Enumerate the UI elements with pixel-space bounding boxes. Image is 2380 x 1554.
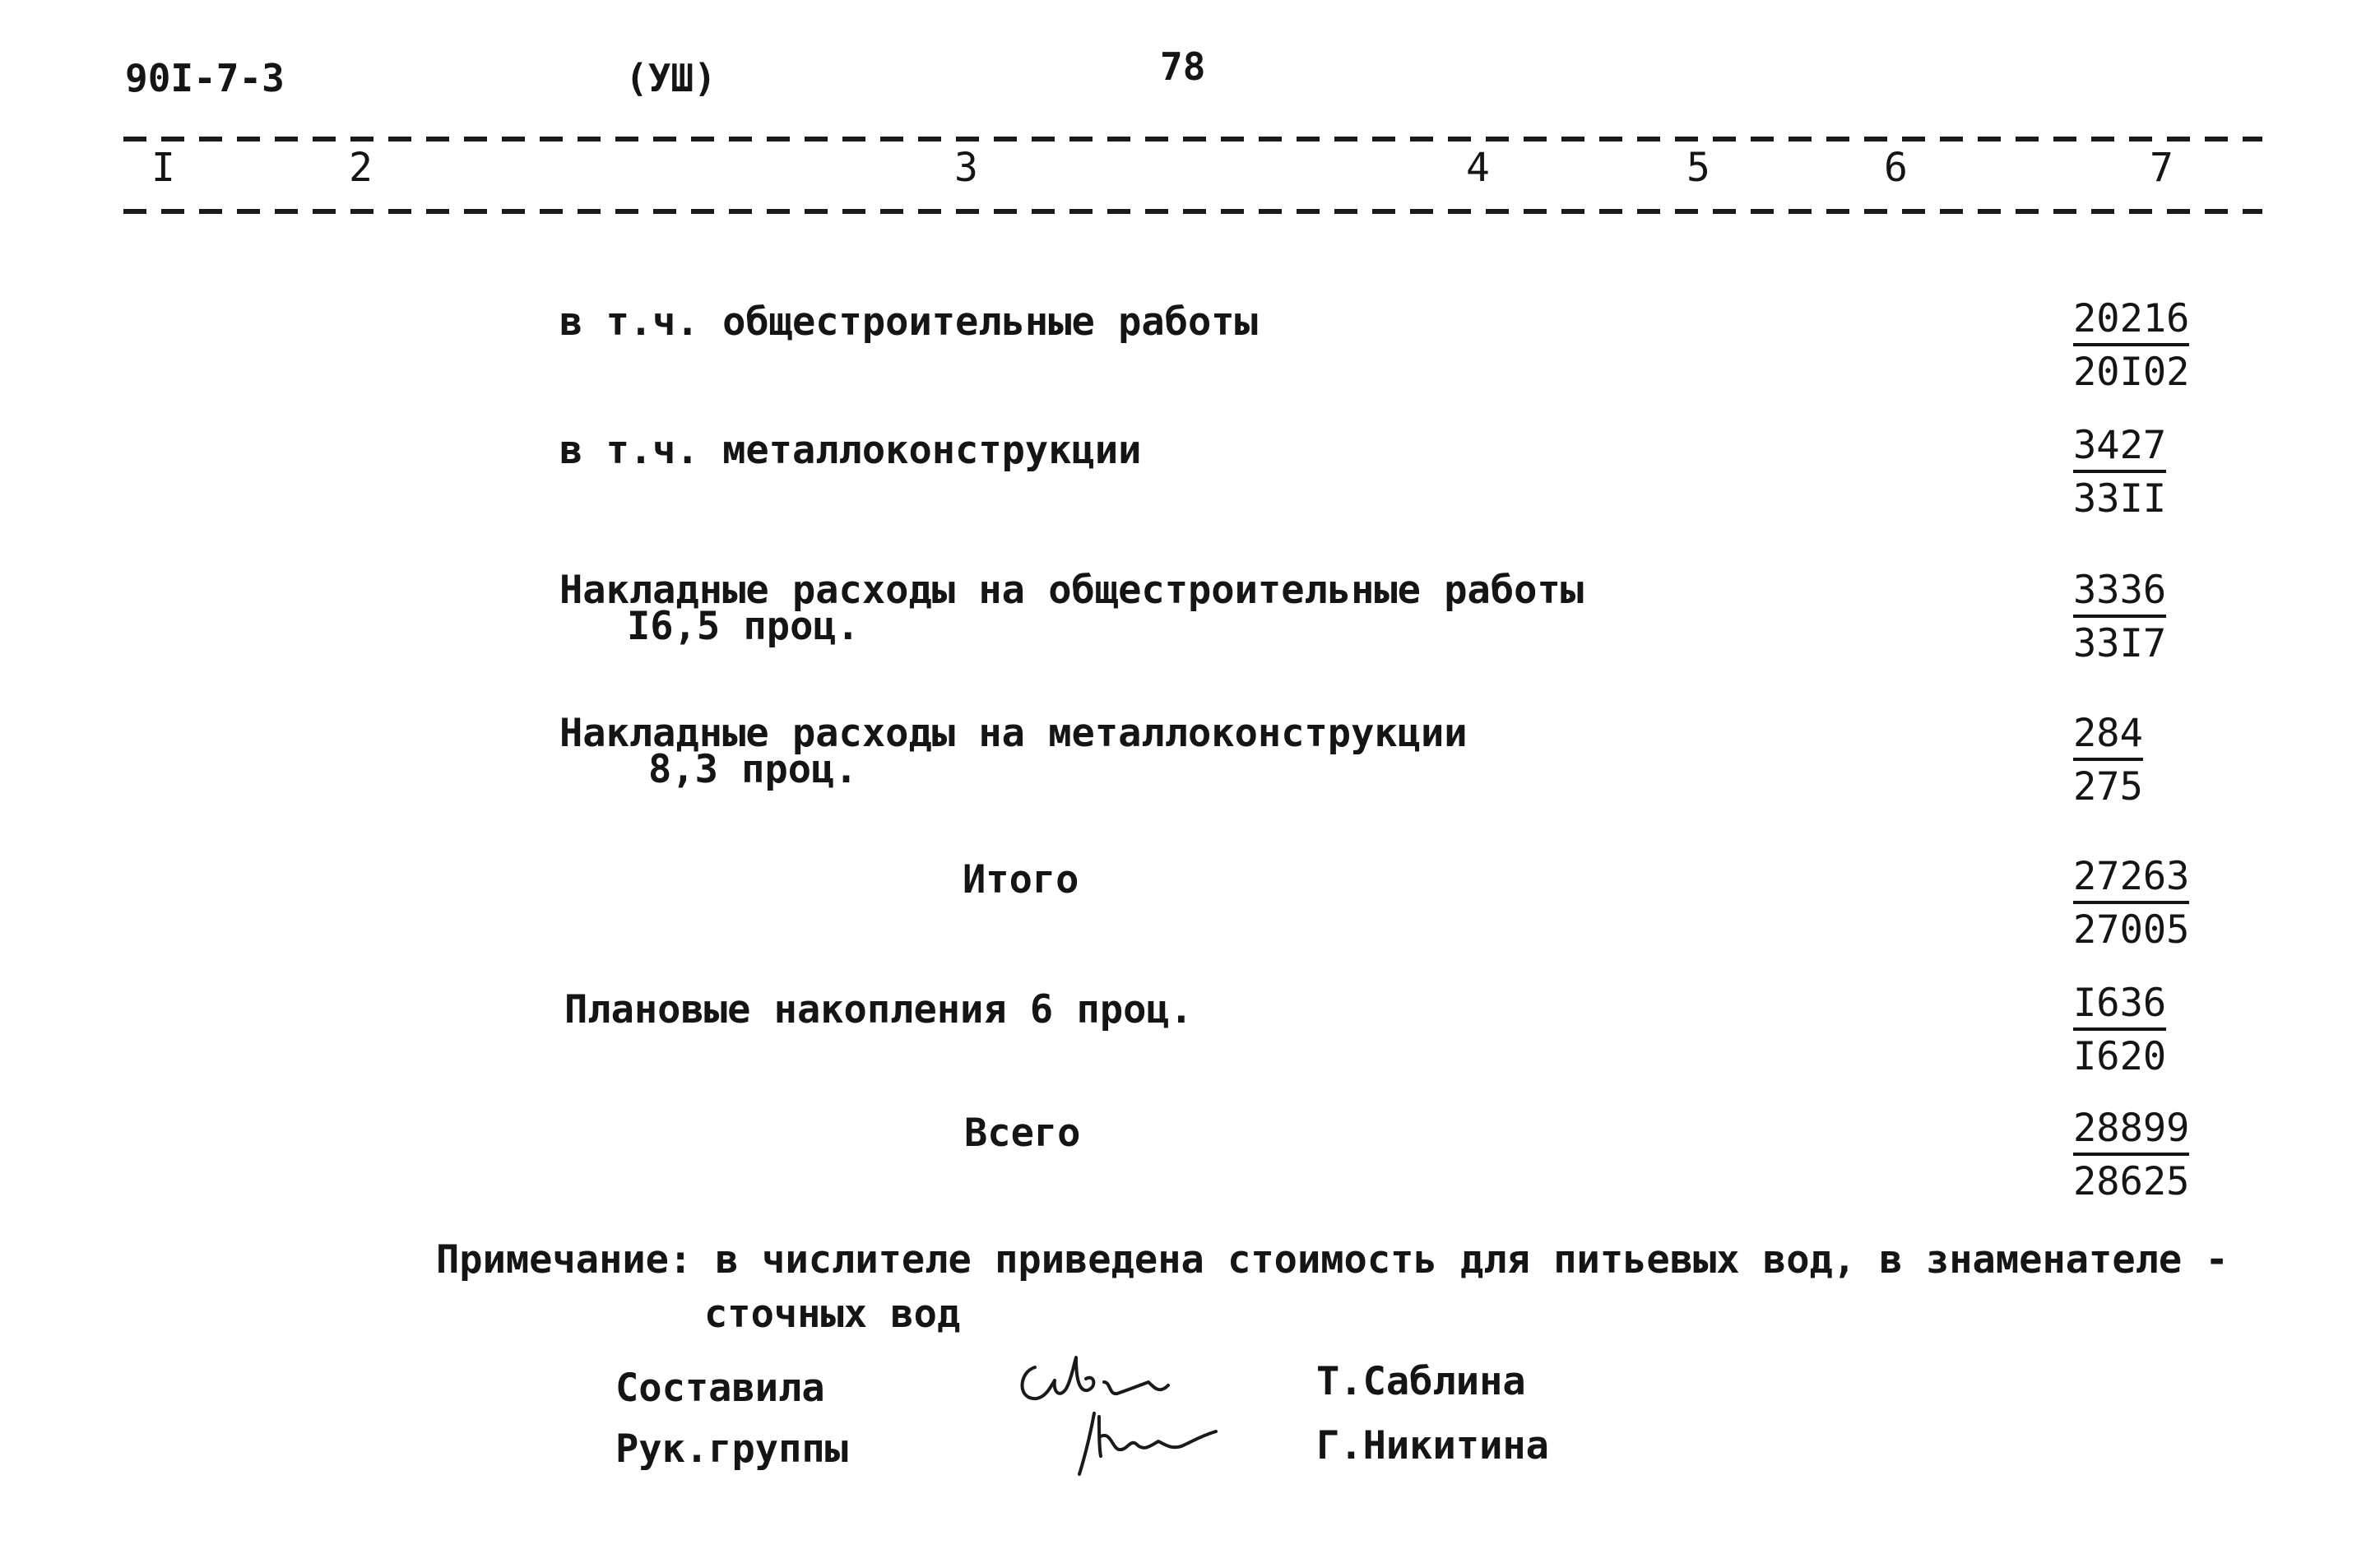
cost-denominator: 33I7 (2073, 621, 2167, 666)
cost-fraction (2073, 296, 2213, 395)
cost-fraction (2073, 568, 2213, 666)
cost-numerator: 27263 (2073, 857, 2189, 904)
row-label-planned-savings: Плановые накопления 6 проц. (564, 987, 1194, 1032)
cost-fraction (2073, 981, 2213, 1079)
row-label-overhead-metal-rate: 8,3 проц. (648, 747, 858, 792)
row-label-overhead-general: Накладные расходы на общестроительные работы (559, 568, 1584, 613)
page-number: 78 (1160, 44, 1206, 89)
cost-denominator: I620 (2073, 1034, 2167, 1079)
signature-compiled (1012, 1349, 1259, 1415)
header-rule-bottom (123, 209, 2262, 214)
column-number-1: I (151, 145, 175, 191)
cost-numerator: 284 (2073, 714, 2143, 761)
cost-denominator: 33II (2073, 476, 2167, 522)
row-label-metal-structures: в т.ч. металлоконструкции (559, 428, 1142, 473)
signature-group-head (1061, 1407, 1275, 1481)
signer-name-group-head: Г.Никитина (1316, 1423, 1549, 1468)
row-label-total: Всего (964, 1111, 1081, 1156)
column-number-5: 5 (1686, 145, 1710, 191)
cost-denominator: 27005 (2073, 907, 2190, 953)
row-label-general-works: в т.ч. общестроительные работы (559, 299, 1258, 345)
column-number-3: 3 (954, 145, 978, 191)
section-code: (УШ) (625, 56, 717, 100)
column-number-6: 6 (1884, 145, 1908, 191)
cost-denominator: 275 (2073, 764, 2143, 809)
document-code: 90I-7-3 (125, 56, 285, 100)
column-number-7: 7 (2150, 145, 2174, 191)
signature-role-compiled: Составила (615, 1366, 825, 1411)
row-label-overhead-metal: Накладные расходы на металлоконструкции (559, 711, 1468, 756)
cost-denominator: 20I02 (2073, 350, 2190, 395)
cost-denominator: 28625 (2073, 1159, 2190, 1204)
row-label-subtotal: Итого (963, 857, 1079, 902)
column-number-2: 2 (349, 145, 373, 191)
cost-fraction (2073, 423, 2213, 522)
signature-role-group-head: Рук.группы (615, 1426, 848, 1472)
signer-name-compiled: Т.Саблина (1316, 1359, 1526, 1404)
note-line-1: Примечание: в числителе приведена стоимость для питьевых вод, в знаменателе - (436, 1237, 2229, 1283)
note-line-2: сточных вод (704, 1292, 961, 1337)
cost-numerator: 20216 (2073, 299, 2189, 346)
cost-numerator: 3427 (2073, 426, 2166, 473)
cost-numerator: 28899 (2073, 1109, 2189, 1156)
cost-fraction (2073, 711, 2213, 809)
cost-fraction (2073, 1106, 2213, 1204)
header-rule-top (123, 137, 2262, 141)
cost-fraction (2073, 854, 2213, 953)
cost-numerator: 3336 (2073, 571, 2166, 618)
column-number-4: 4 (1466, 145, 1490, 191)
cost-numerator: I636 (2073, 984, 2166, 1031)
row-label-overhead-general-rate: I6,5 проц. (627, 604, 860, 649)
